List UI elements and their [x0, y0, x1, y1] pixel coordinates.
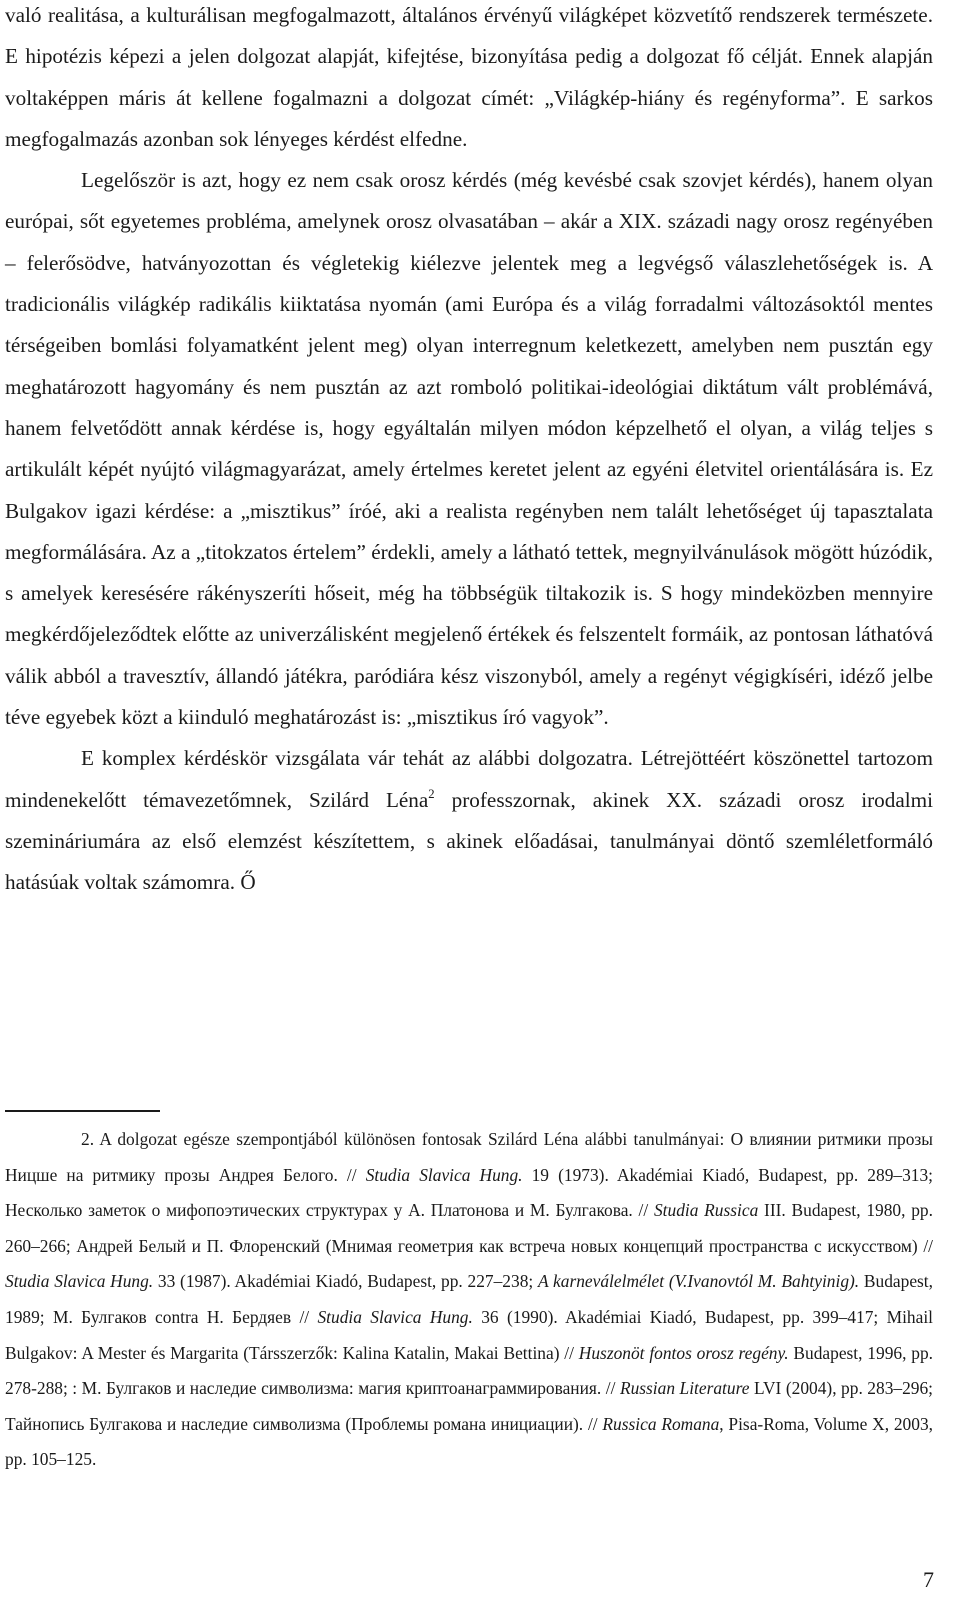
book-title: Huszonöt fontos orosz regény. — [578, 1342, 789, 1363]
footnote-separator — [5, 1110, 160, 1112]
footnote-text: 2. A dolgozat egésze szempontjából különösen fontosak Szilárd Léna alábbi tanulmányai: О влиянии ритмики прозы Ницше на ритмику прозы Андрея Белого. // — [5, 1129, 933, 1185]
footnote-text: 33 (1987). Akadémiai Kiadó, Budapest, pp. 227–238; — [153, 1271, 538, 1292]
journal-title: Studia Slavica Hung. — [5, 1271, 154, 1292]
footnote-text: LVI (2004), pp. 283–296; Тайнопись Булгакова и наследие символизма (Проблемы романа инициации). // — [5, 1378, 934, 1434]
journal-title: Studia Slavica Hung. — [317, 1306, 473, 1327]
book-title: A karneválelmélet (V.Ivanovtól M. Bahtyinig). — [537, 1271, 860, 1292]
journal-title: Studia Slavica Hung. — [365, 1164, 523, 1185]
footnote-text: III. Budapest, 1980, pp. 260–266; Андрей Белый и П. Флоренский (Мнимая геометрия как встреча новых концепций пространства с искусством) // — [5, 1200, 933, 1256]
footnote-2 — [5, 1122, 933, 1478]
footnote-text: Budapest, 1996, pp. 278-288; : М. Булгаков и наследие символизма: магия криптоанаграммирования. // — [5, 1342, 933, 1399]
page-number: 7 — [923, 1567, 934, 1592]
footnote-text: Budapest, 1989; М. Булгаков contra Н. Бердяев // — [5, 1271, 933, 1327]
footnote-text: 19 (1973). Akadémiai Kiadó, Budapest, pp. 289–313; Несколько заметок о мифопоэтических структурах у А. Платонова и М. Булгакова. // — [5, 1164, 933, 1221]
paragraph-2: Legelőször is azt, hogy ez nem csak orosz kérdés (még kevésbé csak szovjet kérdés), hanem olyan európai, sőt egyetemes probléma, amelynek orosz olvasatában – akár a XIX. századi nagy orosz regényében – felerősödve, hatványozottan és végletekig kiélezve jelentek meg a legvégső válaszlehetőségek is. A tradicionális világkép radikális kiiktatása nyomán (ami Európa és a világ forradalmi változásoktól mentes térségeiben bomlási folyamatként jelent meg) olyan interregnum keletkezett, amelyben nem pusztán egy meghatározott hagyomány és nem pusztán az azt romboló politikai-ideológiai diktátum vált problémává, hanem felvetődött annak kérdése is, hogy egyáltalán milyen módon képzelhető el olyan, a világ teljes s artikulált képét nyújtó világmagyarázat, amely értelmes keretet jelent az egyéni életvitel orientálására is. Ez Bulgakov igazi kérdése: a „misztikus” íróé, aki a realista regényben nem talált lehetőséget új tapasztalata megformálására. Az a „titokzatos értelem” érdekli, amely a látható tettek, megnyilvánulások mögött húzódik, s amelyek keresésére rákényszeríti hőseit, még ha többségük tiltakozik is. S hogy mindeközben mennyire megkérdőjeleződtek előtte az univerzálisként megjelenő értékek és felszentelt formáik, az pontosan láthatóvá válik abból a travesztív, állandó játékra, paródiára kész viszonyból, amely a regényt végigkíséri, idéző jelbe téve egyebek közt a kiinduló meghatározást is: „misztikus író vagyok”. — [5, 168, 933, 730]
footnote-text: 36 (1990). Akadémiai Kiadó, Budapest, pp. 399–417; Mihail Bulgakov: A Mester és Margarita (Társszerzők: Kalina Katalin, Makai Bettina) // — [5, 1306, 933, 1363]
footnote-reference-2[interactable]: 2 — [428, 786, 435, 801]
main-text — [5, 0, 933, 904]
footnote-text: , Pisa-Roma, Volume X, 2003, pp. 105–125. — [5, 1413, 933, 1470]
footnote-2-text — [5, 1122, 933, 1478]
journal-title: Russica Romana — [602, 1413, 720, 1434]
paragraph-3-text-cont: professzornak, akinek XX. századi orosz irodalmi szemináriumára az első elemzést készítettem, s akinek előadásai, tanulmányai döntő szemléletformáló hatásúak voltak számomra. Ő — [5, 787, 933, 895]
paragraph-3-text: E komplex kérdéskör vizsgálata vár tehát az alábbi dolgozatra. Létrejöttéért köszönettel tartozom mindenekelőtt témavezetőmnek, Szilárd Léna — [5, 746, 933, 812]
journal-title: Studia Russica — [653, 1200, 759, 1221]
paragraph-1: való realitása, a kulturálisan megfogalmazott, általános érvényű világképet közvetítő rendszerek természete. E hipotézis képezi a jelen dolgozat alapját, kifejtése, bizonyítása pedig a dolgozat fő célját. Ennek alapján voltaképpen máris át kellene fogalmazni a dolgozat címét: „Világkép-hiány és regényforma”. E sarkos megfogalmazás azonban sok lényeges kérdést elfedne. — [5, 3, 933, 151]
journal-title: Russian Literature — [619, 1378, 750, 1399]
paragraph-3 — [5, 738, 933, 903]
